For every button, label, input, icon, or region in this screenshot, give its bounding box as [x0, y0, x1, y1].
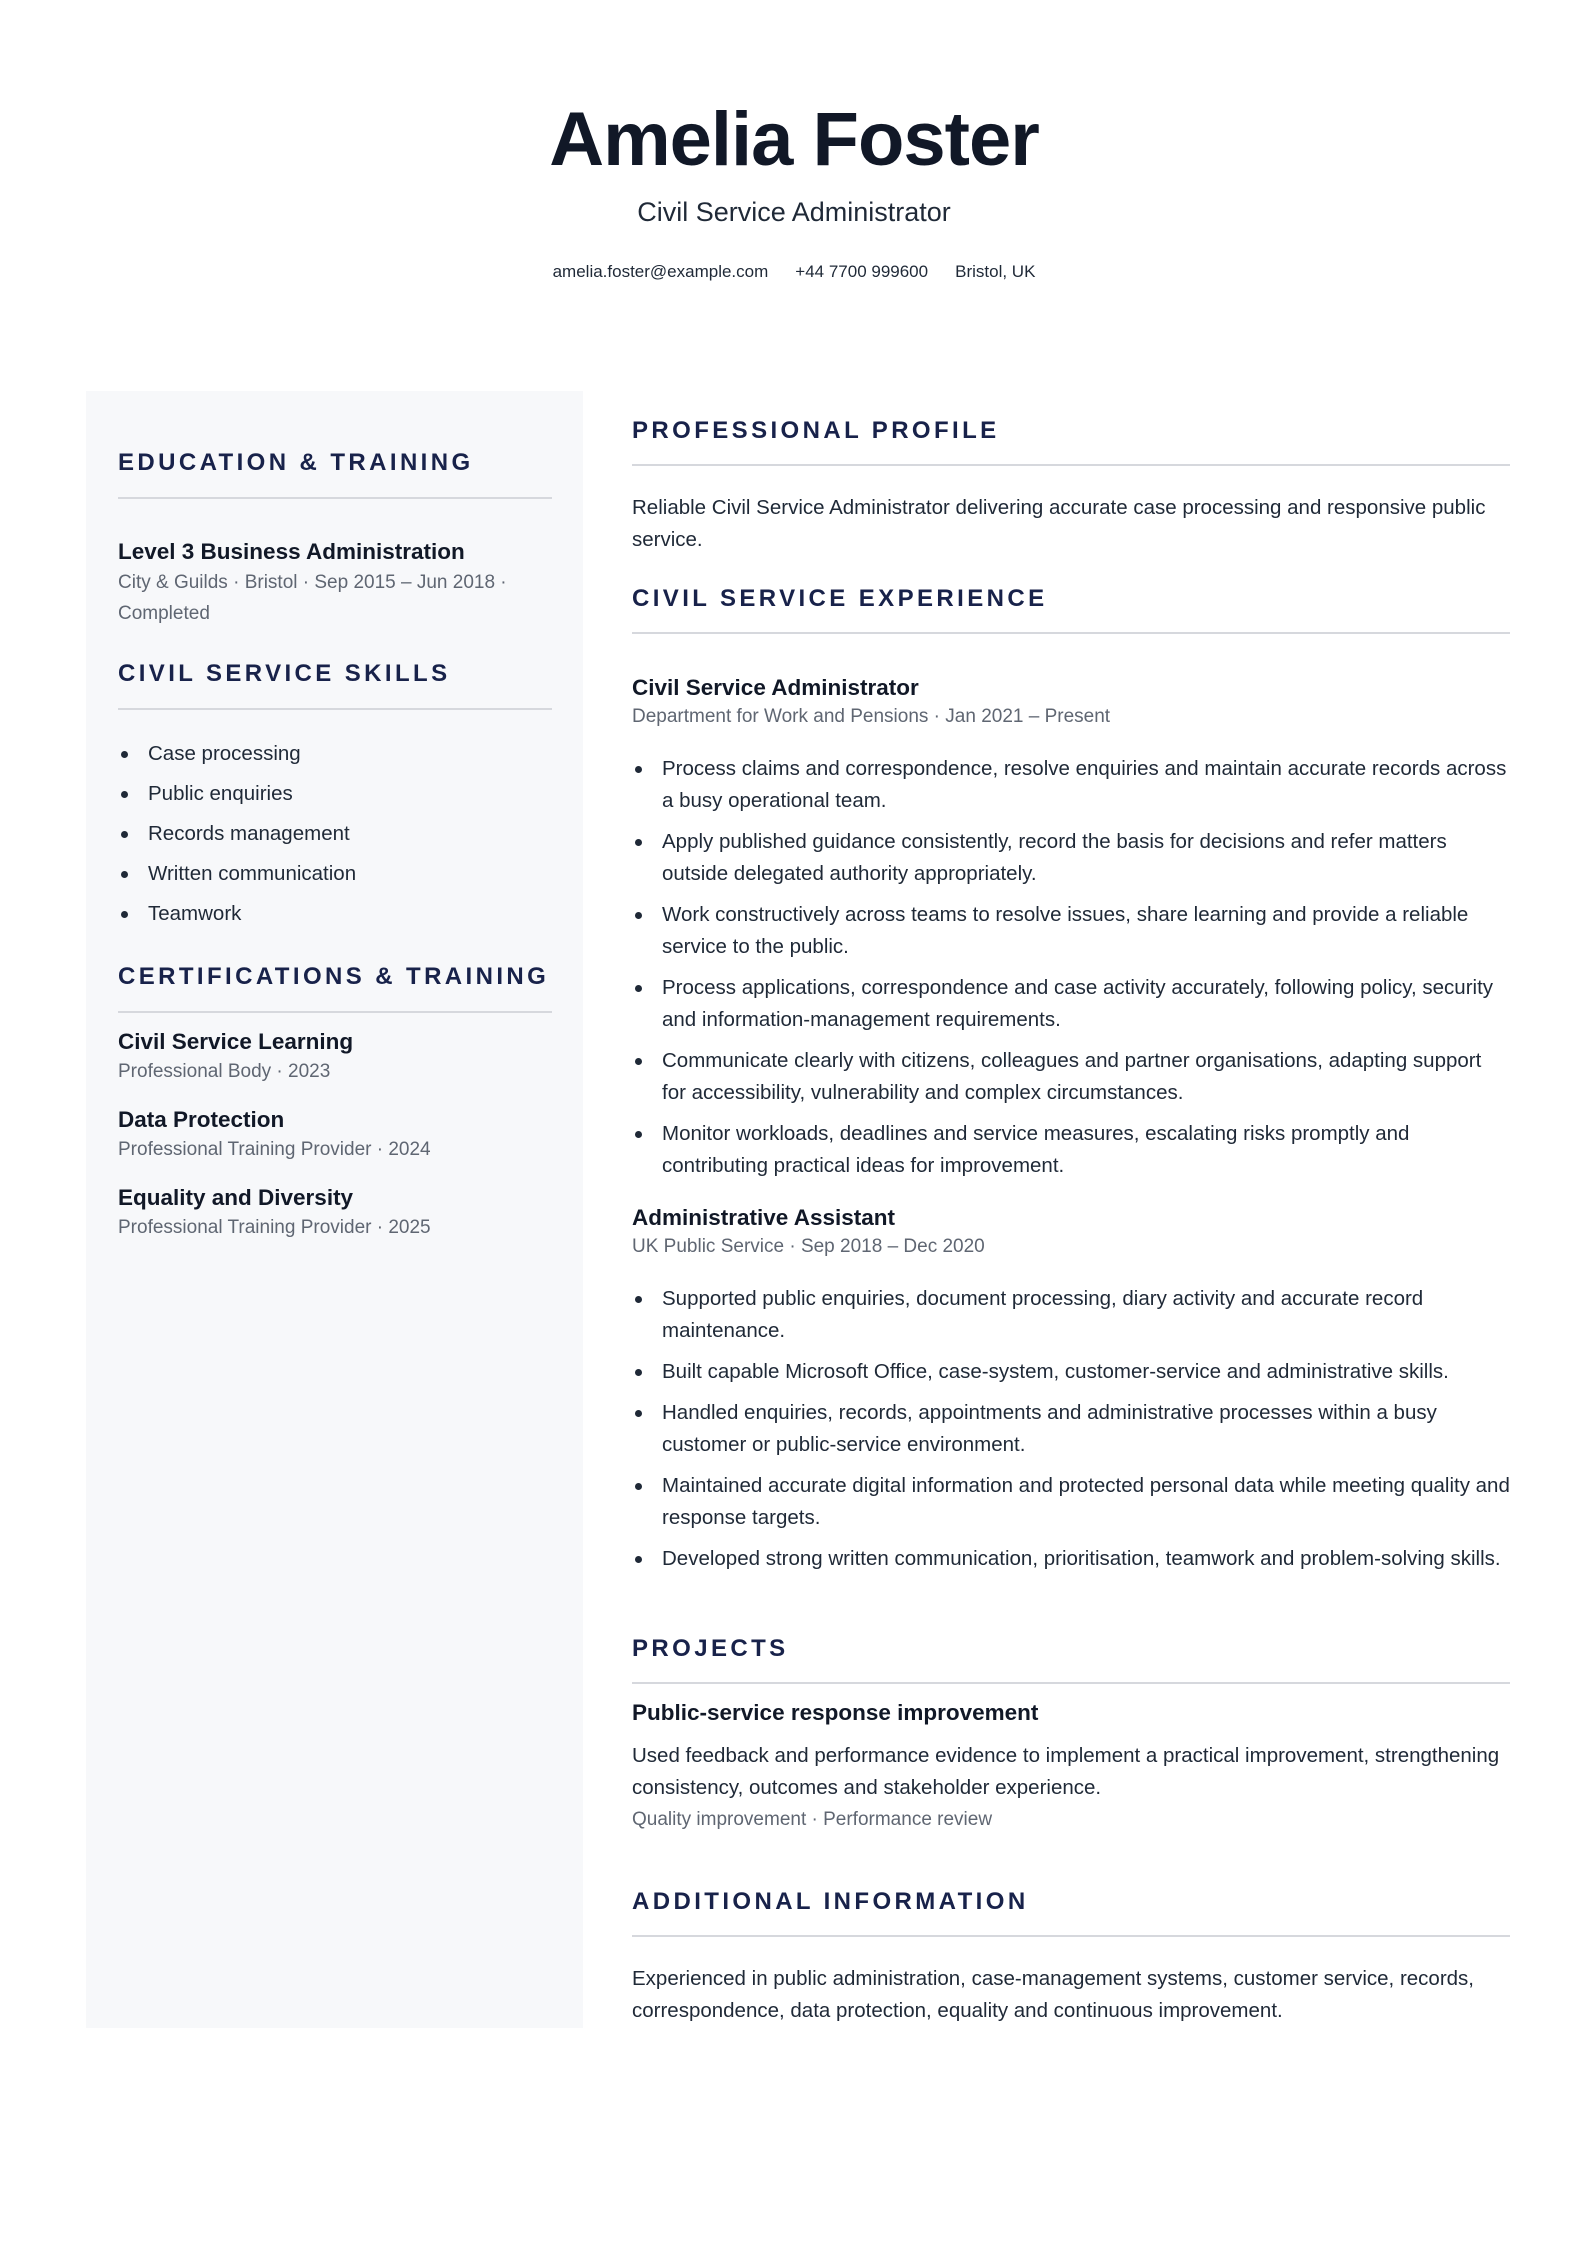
job-meta: UK Public Service · Sep 2018 – Dec 2020	[632, 1236, 985, 1257]
contact-location: Bristol, UK	[955, 262, 1036, 281]
certification-meta: Professional Body · 2023	[118, 1061, 331, 1082]
sidebar	[86, 391, 583, 2028]
skills-heading: CIVIL SERVICE SKILLS	[118, 660, 451, 687]
job-bullet: Developed strong written communication, prioritisation, teamwork and problem-solving skills.	[632, 1543, 1510, 1575]
projects-heading: PROJECTS	[632, 1635, 789, 1662]
skill-item: Written communication	[118, 858, 552, 890]
education-title: Level 3 Business Administration	[118, 539, 465, 564]
additional-text: Experienced in public administration, case-management systems, customer service, records, correspondence, data protection, equality and continuous improvement.	[632, 1967, 1474, 2022]
experience-divider	[632, 632, 1510, 634]
job-bullet: Monitor workloads, deadlines and service measures, escalating risks promptly and contributing practical ideas for improvement.	[632, 1118, 1510, 1182]
job-bullet: Communicate clearly with citizens, colleagues and partner organisations, adapting support for accessibility, vulnerability and complex circumstances.	[632, 1045, 1510, 1109]
contact-line	[0, 258, 1588, 286]
candidate-name: Amelia Foster	[549, 97, 1039, 182]
contact-phone[interactable]: +44 7700 999600	[795, 262, 929, 281]
project-title: Public-service response improvement	[632, 1700, 1039, 1725]
experience-heading: CIVIL SERVICE EXPERIENCE	[632, 585, 1048, 612]
job-meta: Department for Work and Pensions · Jan 2021 – Present	[632, 706, 1111, 727]
job-bullet: Process claims and correspondence, resolve enquiries and maintain accurate records across a busy operational team.	[632, 753, 1510, 817]
candidate-title: Civil Service Administrator	[637, 197, 951, 227]
skills-list	[118, 738, 552, 930]
certification-title: Data Protection	[118, 1107, 285, 1132]
skill-item: Teamwork	[118, 898, 552, 930]
education-heading: EDUCATION & TRAINING	[118, 449, 474, 476]
certification-title: Civil Service Learning	[118, 1029, 354, 1054]
education-meta-line: Completed	[118, 603, 210, 624]
job-bullet: Work constructively across teams to resolve issues, share learning and provide a reliable service to the public.	[632, 899, 1510, 963]
skills-divider	[118, 708, 552, 710]
contact-email[interactable]: amelia.foster@example.com	[552, 262, 769, 281]
job-bullet: Supported public enquiries, document processing, diary activity and accurate record maintenance.	[632, 1283, 1510, 1347]
job-title: Administrative Assistant	[632, 1205, 895, 1230]
job-bullet: Apply published guidance consistently, record the basis for decisions and refer matters outside delegated authority appropriately.	[632, 826, 1510, 890]
education-meta-line: City & Guilds · Bristol · Sep 2015 – Jun 2018 ·	[118, 572, 507, 593]
certifications-heading: CERTIFICATIONS & TRAINING	[118, 963, 550, 990]
skill-item: Records management	[118, 818, 552, 850]
projects-divider	[632, 1682, 1510, 1684]
job-bullet: Built capable Microsoft Office, case-system, customer-service and administrative skills.	[632, 1356, 1510, 1388]
certification-meta: Professional Training Provider · 2024	[118, 1139, 431, 1160]
job-bullet: Process applications, correspondence and case activity accurately, following policy, security and information-management requirements.	[632, 972, 1510, 1036]
job-bullets	[632, 753, 1510, 1182]
additional-heading: ADDITIONAL INFORMATION	[632, 1888, 1029, 1915]
education-divider	[118, 497, 552, 499]
profile-heading: PROFESSIONAL PROFILE	[632, 417, 1000, 444]
job-bullet: Handled enquiries, records, appointments and administrative processes within a busy customer or public-service environment.	[632, 1397, 1510, 1461]
job-bullet: Maintained accurate digital information and protected personal data while meeting quality and response targets.	[632, 1470, 1510, 1534]
additional-divider	[632, 1935, 1510, 1937]
job-title: Civil Service Administrator	[632, 675, 919, 700]
skill-item: Public enquiries	[118, 778, 552, 810]
project-text: Used feedback and performance evidence to implement a practical improvement, strengthening consistency, outcomes and stakeholder experience.	[632, 1744, 1500, 1799]
certification-meta: Professional Training Provider · 2025	[118, 1217, 431, 1238]
certification-title: Equality and Diversity	[118, 1185, 354, 1210]
education-meta	[118, 567, 507, 629]
skill-item: Case processing	[118, 738, 552, 770]
profile-divider	[632, 464, 1510, 466]
profile-text: Reliable Civil Service Administrator delivering accurate case processing and responsive public service.	[632, 496, 1486, 551]
project-meta: Quality improvement · Performance review	[632, 1809, 993, 1830]
job-bullets	[632, 1283, 1510, 1575]
certifications-divider	[118, 1011, 552, 1013]
